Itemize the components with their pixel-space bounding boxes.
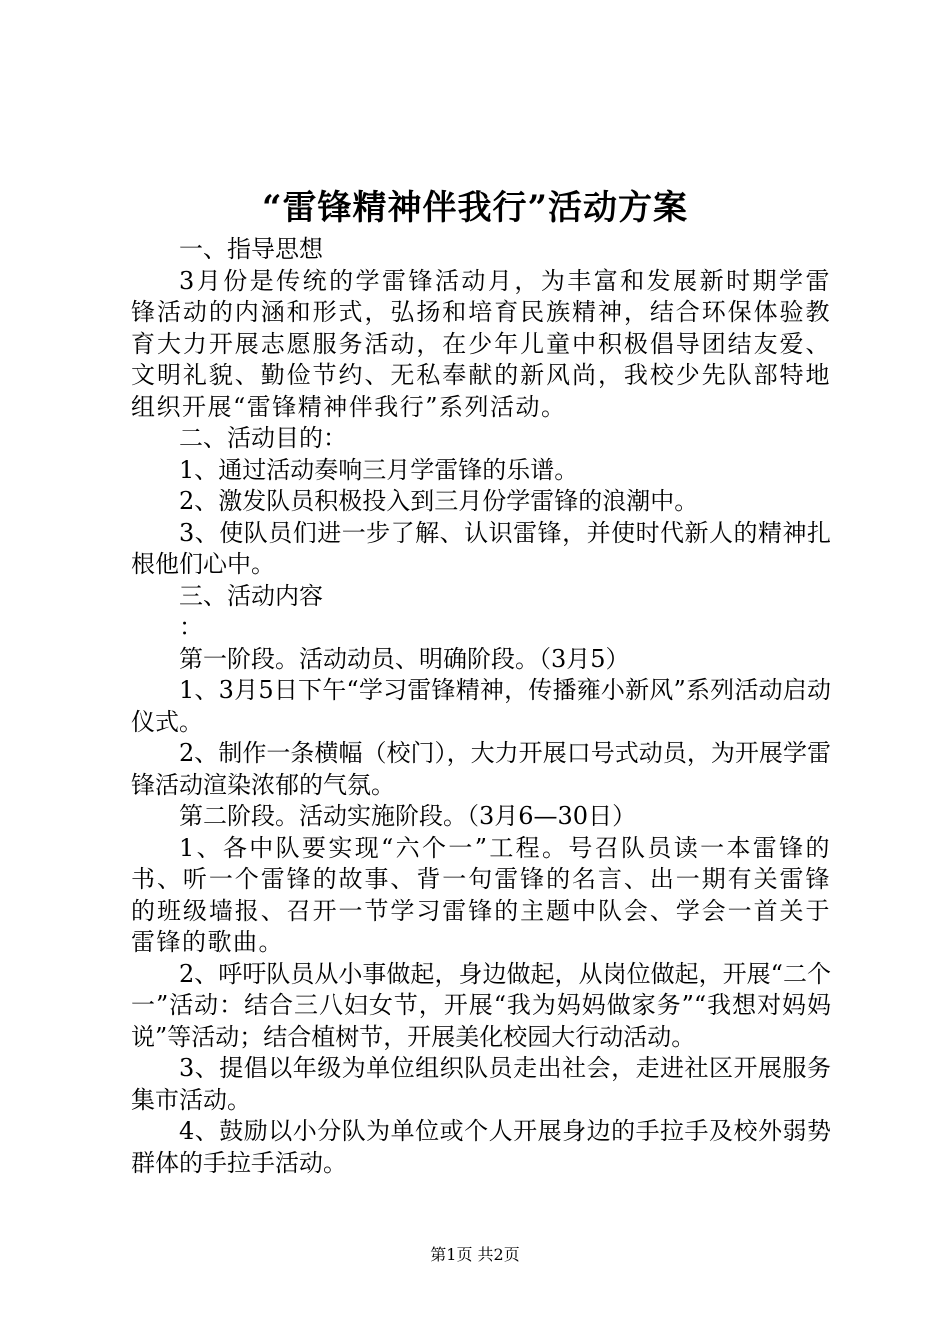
heading-colon: ：: [179, 613, 203, 641]
phase-2-item-4: 4、鼓励以小分队为单位或个人开展身边的手拉手及校外弱势群体的手拉手活动。: [131, 1117, 831, 1177]
phase-1-heading: 第一阶段。活动动员、明确阶段。（3月5）: [179, 644, 630, 673]
heading-activity-content: 三、活动内容: [179, 581, 323, 610]
goal-item-3: 3、使队员们进一步了解、认识雷锋，并使时代新人的精神扎根他们心中。: [131, 518, 831, 578]
phase-2-item-3: 3、提倡以年级为单位组织队员走出社会，走进社区开展服务集市活动。: [131, 1054, 831, 1114]
goal-item-2: 2、激发队员积极投入到三月份学雷锋的浪潮中。: [179, 487, 699, 515]
heading-activity-goals: 二、活动目的：: [179, 424, 347, 452]
document-body: [131, 234, 831, 1179]
phase-2-item-2: 2、呼吁队员从小事做起，身边做起，从岗位做起，开展“二个一”活动：结合三八妇女节，开展“我为妈妈做家务”“我想对妈妈说”等活动；结合植树节，开展美化校园大行动活动。: [131, 959, 831, 1051]
phase-1-item-1: 1、3月5日下午“学习雷锋精神，传播雍小新风”系列活动启动仪式。: [131, 676, 831, 736]
phase-2-item-1: 1、各中队要实现“六个一”工程。号召队员读一本雷锋的书、听一个雷锋的故事、背一句雷锋的名言、出一期有关雷锋的班级墙报、召开一节学习雷锋的主题中队会、学会一首关于雷锋的歌曲。: [131, 833, 831, 956]
phase-2-heading: 第二阶段。活动实施阶段。（3月6—30日）: [179, 802, 637, 830]
document-title: “雷锋精神伴我行”活动方案: [261, 188, 689, 228]
page-footer: 第1页 共2页: [430, 1245, 520, 1264]
heading-guiding-ideology: 一、指导思想: [179, 235, 323, 263]
phase-1-item-2: 2、制作一条横幅（校门），大力开展口号式动员，为开展学雷锋活动渲染浓郁的气氛。: [131, 739, 831, 799]
goal-item-1: 1、通过活动奏响三月学雷锋的乐谱。: [179, 455, 579, 484]
paragraph-intro: 3月份是传统的学雷锋活动月，为丰富和发展新时期学雷锋活动的内涵和形式，弘扬和培育民族精神，结合环保体验教育大力开展志愿服务活动，在少年儿童中积极倡导团结友爱、文明礼貌、勤俭节约、无私奉献的新风尚，我校少先队部特地组织开展“雷锋精神伴我行”系列活动。: [131, 266, 831, 421]
